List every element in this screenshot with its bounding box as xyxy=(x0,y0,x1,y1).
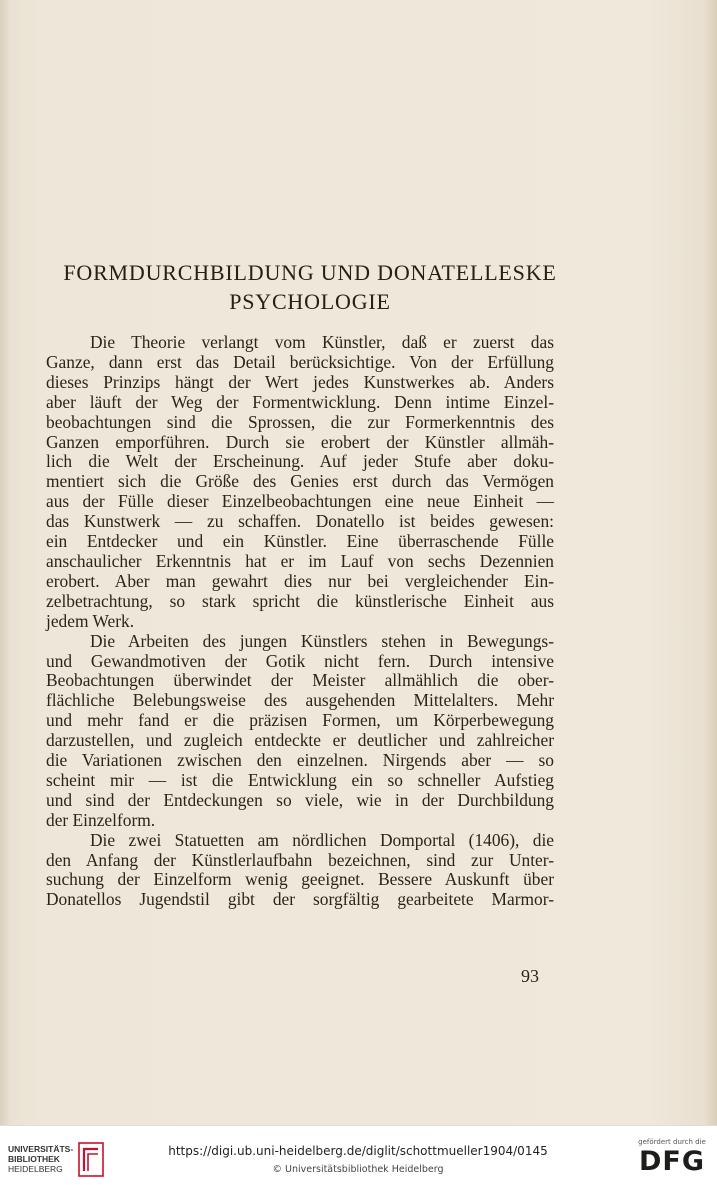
text-line: und mehr fand er die präzisen Formen, um Körperbewegung xyxy=(46,710,554,731)
text-line: die Variationen zwischen den einzelnen. Nirgends aber — so xyxy=(46,750,554,771)
text-line: aber läuft der Weg der Formentwicklung. Denn intime Einzel- xyxy=(46,391,554,412)
permalink-url[interactable]: https://digi.ub.uni-heidelberg.de/diglit/schottmueller1904/0145 xyxy=(168,1144,548,1158)
paragraph-2 xyxy=(46,632,554,831)
text-line: Ganze, dann erst das Detail berücksichtige. Von der Erfüllung xyxy=(46,351,554,372)
text-line: aus der Fülle dieser Einzelbeobachtungen eine neue Einheit — xyxy=(46,491,554,512)
text-line: und sind der Entdeckungen so viele, wie in der Durchbildung xyxy=(46,789,554,810)
ub-logo-line-3: HEIDELBERG xyxy=(8,1164,63,1174)
text-line: beobachtungen sind die Sprossen, die zur Formerkenntnis des xyxy=(46,411,554,432)
text-line: scheint mir — ist die Entwicklung ein so schneller Aufstieg xyxy=(46,769,554,790)
ub-heidelberg-logo[interactable] xyxy=(8,1141,104,1177)
text-line: und Gewandmotiven der Gotik nicht fern. Durch intensive xyxy=(46,650,554,671)
text-line: dieses Prinzips hängt der Wert jedes Kunstwerkes ab. Anders xyxy=(46,371,554,392)
text-line: Die Arbeiten des jungen Künstlers stehen in Bewegungs- xyxy=(90,630,554,651)
text-line: Beobachtungen überwindet der Meister allmählich die ober- xyxy=(46,670,554,691)
text-line: Die Theorie verlangt vom Künstler, daß er zuerst das xyxy=(90,332,554,352)
text-line: anschaulicher Erkenntnis hat er im Lauf von sechs Dezennien xyxy=(46,550,554,571)
text-line: darzustellen, und zugleich entdeckte er deutlicher und zahlreicher xyxy=(46,730,554,751)
ub-logo-line-1: UNIVERSITÄTS- xyxy=(8,1144,74,1154)
text-line: jedem Werk. xyxy=(46,610,135,631)
copyright-notice: © Universitätsbibliothek Heidelberg xyxy=(272,1164,444,1175)
text-line: erobert. Aber man gewahrt dies nur bei vergleichender Ein- xyxy=(46,570,554,591)
text-line: ein Entdecker und ein Künstler. Eine überraschende Fülle xyxy=(46,531,554,552)
text-line: Ganzen emporführen. Durch sie erobert der Künstler allmäh- xyxy=(46,431,554,452)
page-number: 93 xyxy=(521,966,539,986)
paragraph-1 xyxy=(46,333,554,632)
chapter-title xyxy=(30,258,590,316)
ub-logo-line-2: BIBLIOTHEK xyxy=(8,1154,60,1164)
dfg-caption: gefördert durch die xyxy=(638,1138,706,1146)
ub-logo-mark-icon xyxy=(78,1141,104,1177)
chapter-title-line-2: PSYCHOLOGIE xyxy=(229,289,391,314)
body-text xyxy=(46,333,554,910)
text-line: flächliche Belebungsweise des ausgehenden Mittelalters. Mehr xyxy=(46,690,554,711)
ub-logo-text xyxy=(8,1144,73,1174)
text-line: Donatellos Jugendstil gibt der sorgfältig gearbeitete Marmor- xyxy=(46,889,554,910)
text-line: suchung der Einzelform wenig geeignet. Bessere Auskunft über xyxy=(46,869,554,890)
text-line: das Kunstwerk — zu schaffen. Donatello ist beides gewesen: xyxy=(46,511,554,532)
viewer-footer xyxy=(0,1125,717,1185)
dfg-logo-block[interactable] xyxy=(636,1138,708,1176)
paragraph-3 xyxy=(46,831,554,911)
text-line: der Einzelform. xyxy=(46,809,156,830)
text-line: den Anfang der Künstlerlaufbahn bezeichnen, sind zur Unter- xyxy=(46,849,554,870)
text-line: lich die Welt der Erscheinung. Auf jeder Stufe aber doku- xyxy=(46,451,554,472)
text-line: Die zwei Statuetten am nördlichen Domportal (1406), die xyxy=(90,829,554,850)
dfg-logo: DFG xyxy=(638,1146,706,1177)
text-line: zelbetrachtung, so stark spricht die künstlerische Einheit aus xyxy=(46,590,554,611)
chapter-title-line-1: FORMDURCHBILDUNG UND DONATELLESKE xyxy=(63,260,557,285)
text-line: mentiert sich die Größe des Genies erst durch das Vermögen xyxy=(46,471,554,492)
